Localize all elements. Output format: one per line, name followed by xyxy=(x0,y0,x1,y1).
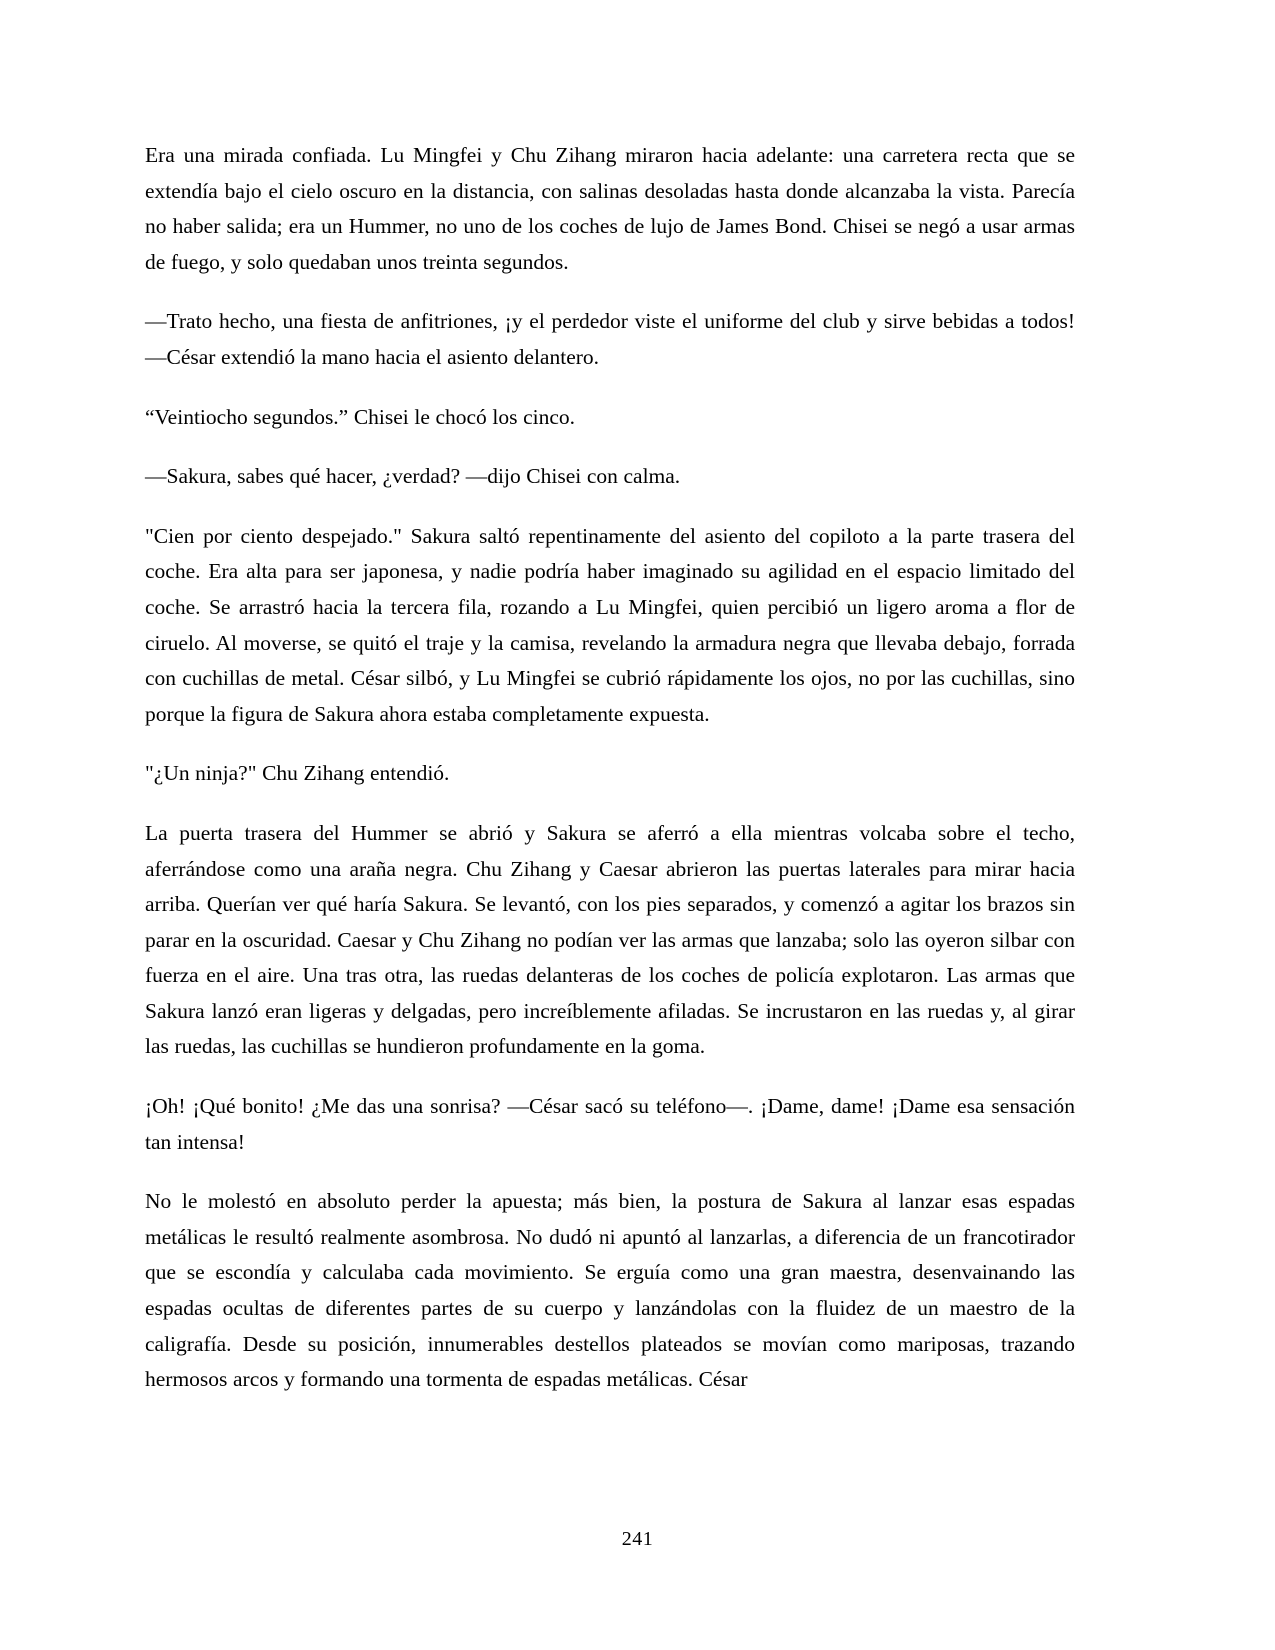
page-body-text xyxy=(145,138,1075,1398)
paragraph: Era una mirada confiada. Lu Mingfei y Chu Zihang miraron hacia adelante: una carretera recta que se extendía bajo el cielo oscuro en la distancia, con salinas desoladas hasta donde alcanzaba la vista. Parecía no haber salida; era un Hummer, no uno de los coches de lujo de James Bond. Chisei se negó a usar armas de fuego, y solo quedaban unos treinta segundos. xyxy=(145,143,1075,274)
paragraph: La puerta trasera del Hummer se abrió y Sakura se aferró a ella mientras volcaba sobre el techo, aferrándose como una araña negra. Chu Zihang y Caesar abrieron las puertas laterales para mirar hacia arriba. Querían ver qué haría Sakura. Se levantó, con los pies separados, y comenzó a agitar los brazos sin parar en la oscuridad. Caesar y Chu Zihang no podían ver las armas que lanzaba; solo las oyeron silbar con fuerza en el aire. Una tras otra, las ruedas delanteras de los coches de policía explotaron. Las armas que Sakura lanzó eran ligeras y delgadas, pero increíblemente afiladas. Se incrustaron en las ruedas y, al girar las ruedas, las cuchillas se hundieron profundamente en la goma. xyxy=(145,820,1075,1059)
paragraph: "¿Un ninja?" Chu Zihang entendió. xyxy=(145,761,450,786)
paragraph: —Trato hecho, una fiesta de anfitriones, ¡y el perdedor viste el uniforme del club y sirve bebidas a todos! —César extendió la mano hacia el asiento delantero. xyxy=(145,309,1075,369)
paragraph: "Cien por ciento despejado." Sakura saltó repentinamente del asiento del copiloto a la parte trasera del coche. Era alta para ser japonesa, y nadie podría haber imaginado su agilidad en el espacio limitado del coche. Se arrastró hacia la tercera fila, rozando a Lu Mingfei, quien percibió un ligero aroma a flor de ciruelo. Al moverse, se quitó el traje y la camisa, revelando la armadura negra que llevaba debajo, forrada con cuchillas de metal. César silbó, y Lu Mingfei se cubrió rápidamente los ojos, no por las cuchillas, sino porque la figura de Sakura ahora estaba completamente expuesta. xyxy=(145,523,1075,726)
paragraph: “Veintiocho segundos.” Chisei le chocó los cinco. xyxy=(145,404,575,429)
paragraph: No le molestó en absoluto perder la apuesta; más bien, la postura de Sakura al lanzar esas espadas metálicas le resultó realmente asombrosa. No dudó ni apuntó al lanzarlas, a diferencia de un francotirador que se escondía y calculaba cada movimiento. Se erguía como una gran maestra, desenvainando las espadas ocultas de diferentes partes de su cuerpo y lanzándolas con la fluidez de un maestro de la caligrafía. Desde su posición, innumerables destellos plateados se movían como mariposas, trazando hermosos arcos y formando una tormenta de espadas metálicas. César xyxy=(145,1189,1075,1392)
paragraph: ¡Oh! ¡Qué bonito! ¿Me das una sonrisa? —César sacó su teléfono—. ¡Dame, dame! ¡Dame esa sensación tan intensa! xyxy=(145,1094,1075,1154)
paragraph: —Sakura, sabes qué hacer, ¿verdad? —dijo Chisei con calma. xyxy=(145,464,681,489)
page-number: 241 xyxy=(621,1528,654,1550)
